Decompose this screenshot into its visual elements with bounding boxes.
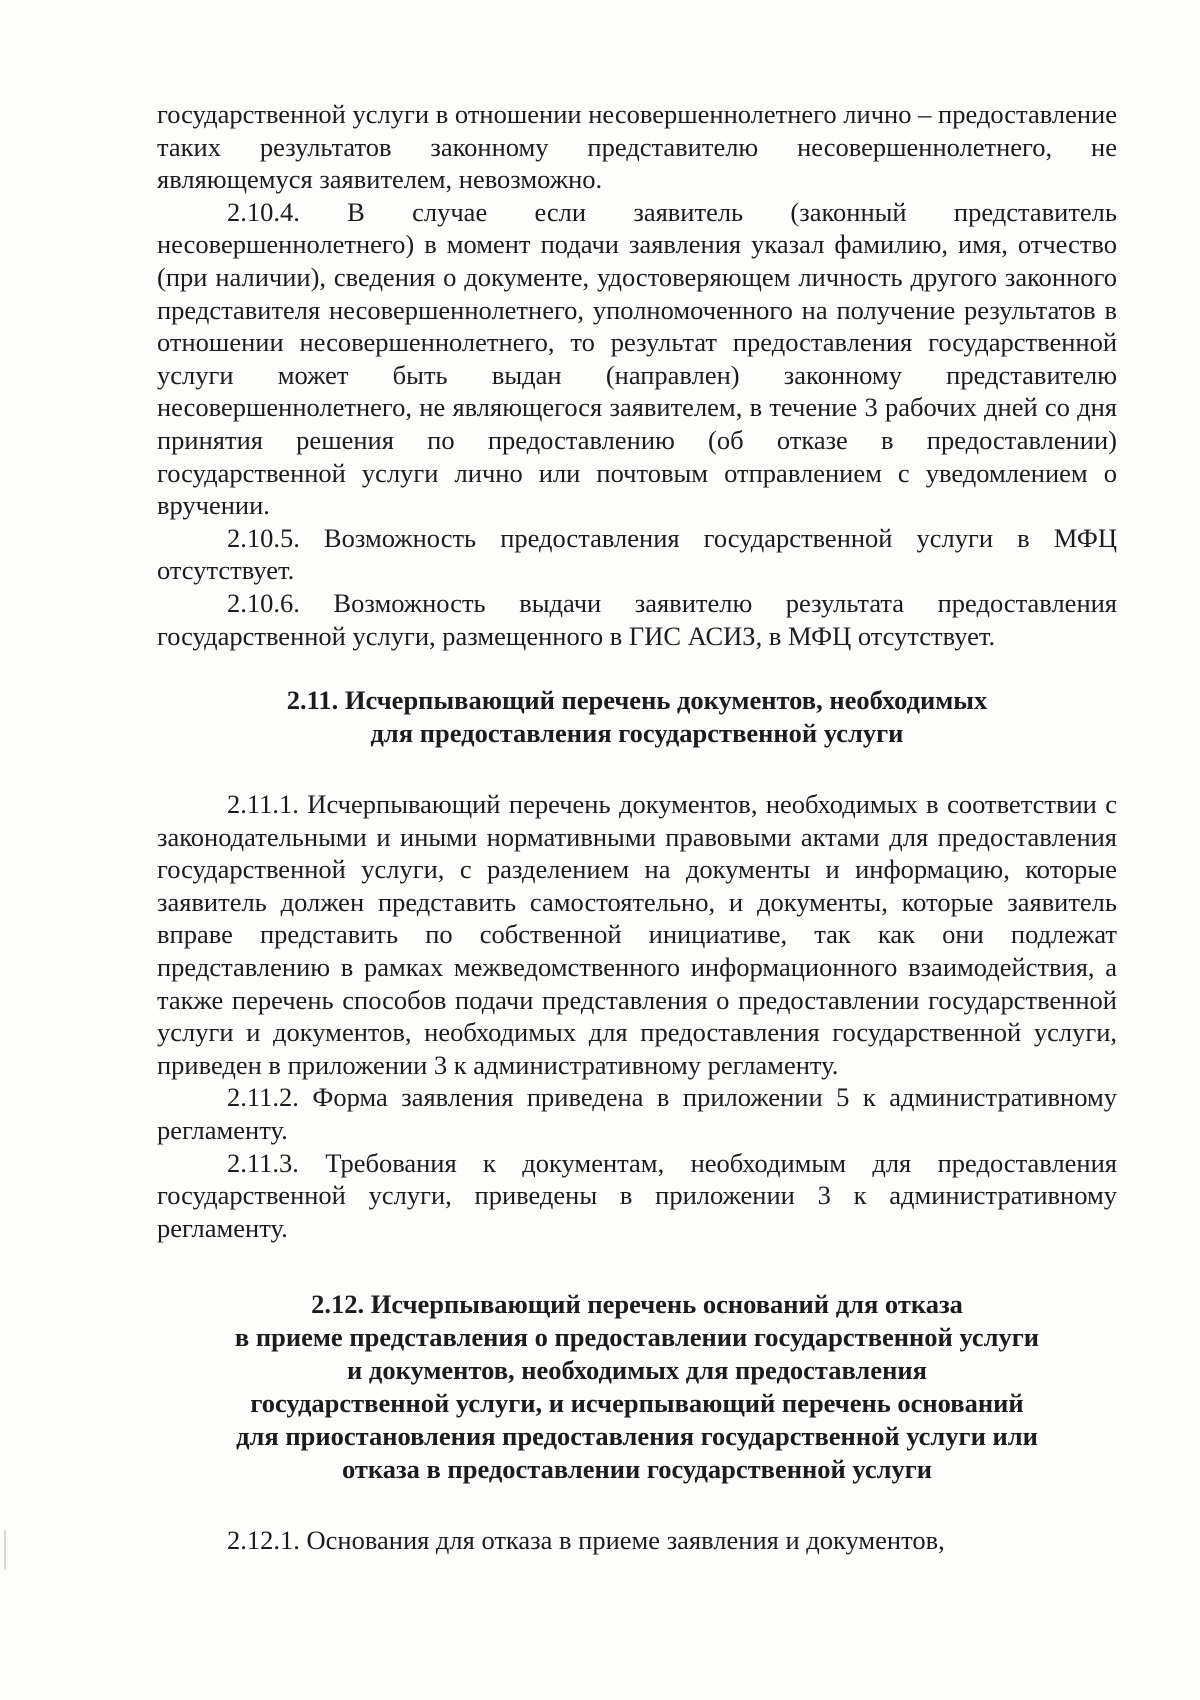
document-body [157, 98, 1117, 1557]
paragraph-2-11-3: 2.11.3. Требования к документам, необходимым для предоставления государственной услуги, приведены в приложении 3 к административному регламенту. [157, 1147, 1117, 1243]
paragraph-2-10-5: 2.10.5. Возможность предоставления государственной услуги в МФЦ отсутствует. [157, 522, 1117, 586]
section-heading-2-11-line1: 2.11. Исчерпывающий перечень документов, необходимых [286, 685, 988, 716]
section-heading-2-12-line4: государственной услуги, и исчерпывающий перечень оснований [250, 1388, 1024, 1419]
section-heading-2-11 [157, 684, 1117, 750]
section-heading-2-11-line2: для предоставления государственной услуги [370, 718, 904, 749]
scan-edge-mark [4, 1530, 6, 1570]
section-heading-2-12-line1: 2.12. Исчерпывающий перечень оснований для отказа [311, 1289, 963, 1320]
section-heading-2-12-line2: в приеме представления о предоставлении государственной услуги [234, 1322, 1040, 1353]
paragraph-2-11-1: 2.11.1. Исчерпывающий перечень документов, необходимых в соответствии с законодательными и иными нормативными правовыми актами для предоставления государственной услуги, с разделением на документы и информацию, которые заявитель должен представить самостоятельно, и документы, которые заявитель вправе представить по собственной инициативе, так как они подлежат представлению в рамках межведомственного информационного взаимодействия, а также перечень способов подачи представления о предоставлении государственной услуги и документов, необходимых для предоставления государственной услуги, приведен в приложении 3 к административному регламенту. [157, 789, 1117, 1080]
section-heading-2-12-line6: отказа в предоставлении государственной услуги [341, 1454, 933, 1485]
paragraph-2-10-4: 2.10.4. В случае если заявитель (законный представитель несовершеннолетнего) в момент подачи заявления указал фамилию, имя, отчество (при наличии), сведения о документе, удостоверяющем личность другого законного представителя несовершеннолетнего, уполномоченного на получение результатов в отношении несовершеннолетнего, то результат предоставления государственной услуги может быть выдан (направлен) законному представителю несовершеннолетнего, не являющегося заявителем, в течение 3 рабочих дней со дня принятия решения по предоставлению (об отказе в предоставлении) государственной услуги лично или почтовым отправлением с уведомлением о вручении. [157, 196, 1117, 521]
section-heading-2-12 [157, 1288, 1117, 1486]
section-heading-2-12-line3: и документов, необходимых для предоставления [347, 1355, 927, 1386]
section-heading-2-12-line5: для приостановления предоставления государственной услуги или [236, 1421, 1038, 1452]
paragraph-continuation: государственной услуги в отношении несовершеннолетнего лично – предоставление таких результатов законному представителю несовершеннолетнего, не являющемуся заявителем, невозможно. [157, 99, 1117, 195]
paragraph-2-10-6: 2.10.6. Возможность выдачи заявителю результата предоставления государственной услуги, размещенного в ГИС АСИЗ, в МФЦ отсутствует. [157, 587, 1117, 651]
paragraph-2-11-2: 2.11.2. Форма заявления приведена в приложении 5 к административному регламенту. [157, 1082, 1117, 1146]
paragraph-2-12-1: 2.12.1. Основания для отказа в приеме заявления и документов, [227, 1525, 945, 1556]
